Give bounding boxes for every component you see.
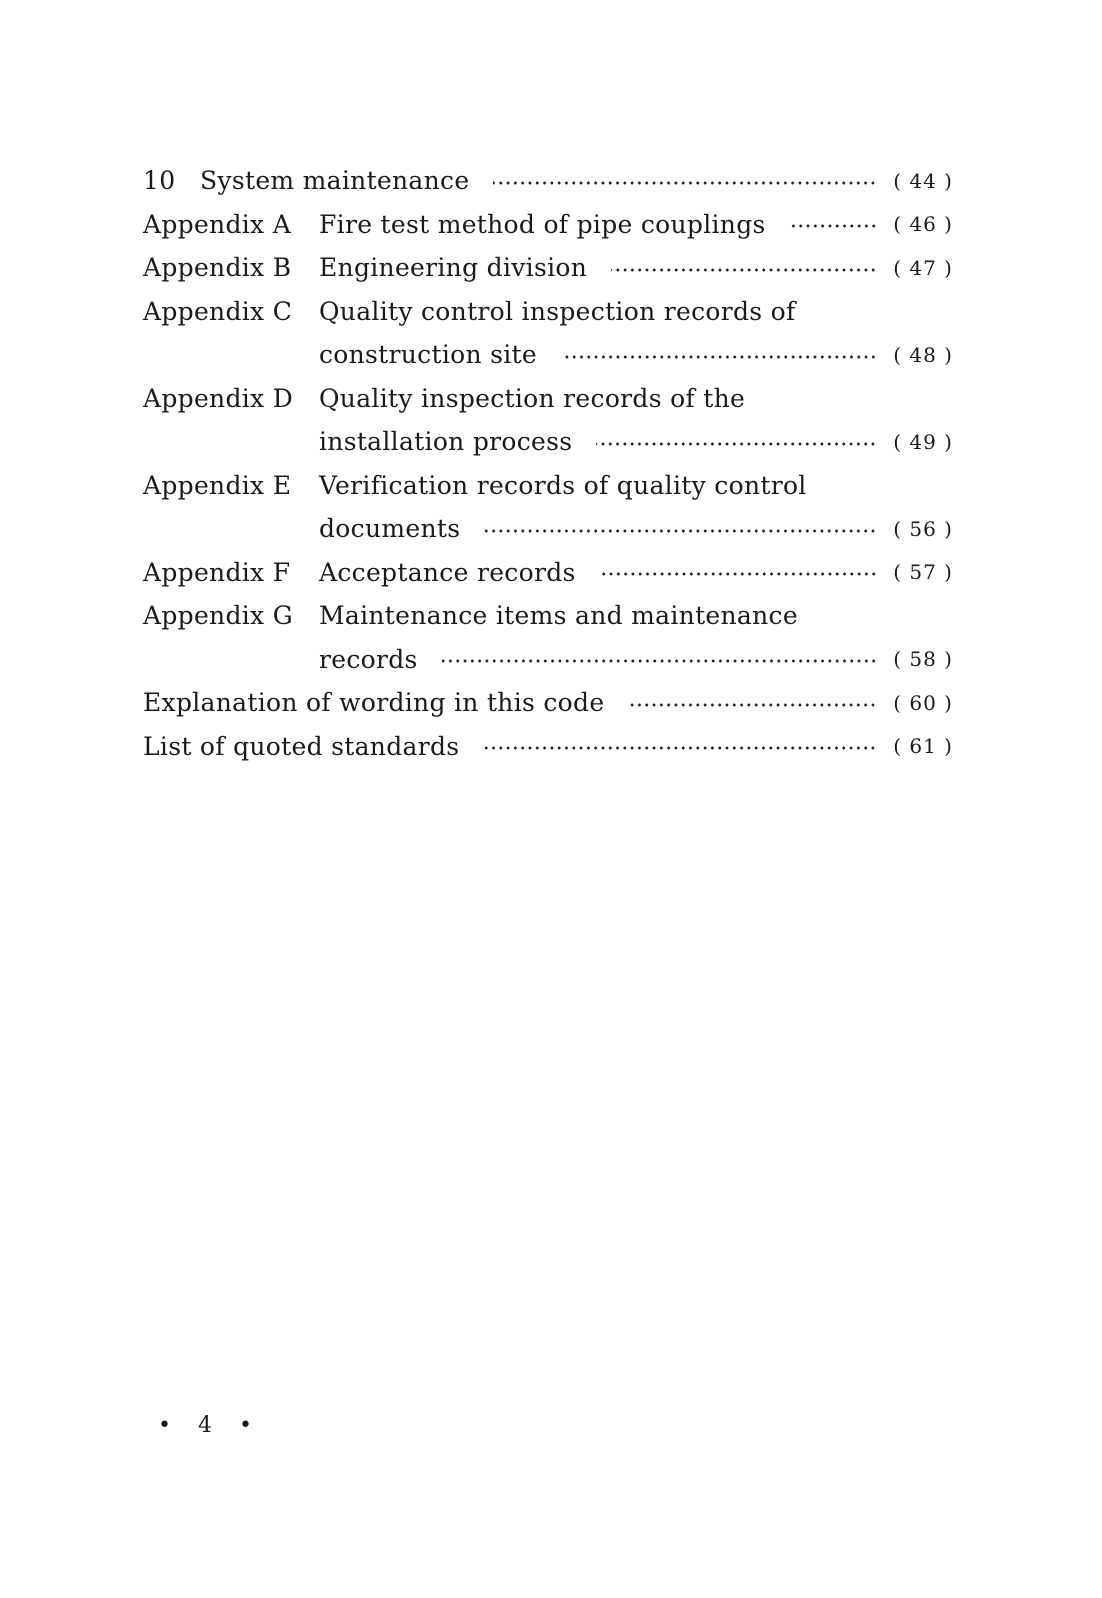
toc-entry-quoted-standards — [143, 725, 953, 769]
page-reference: ( 44 ) — [893, 168, 953, 193]
appendix-label: Appendix D — [143, 383, 294, 413]
entry-title-line2: documents — [319, 514, 461, 544]
page-reference: ( 56 ) — [893, 516, 953, 541]
entry-title: Explanation of wording in this code — [143, 688, 605, 718]
page-reference: ( 47 ) — [893, 255, 953, 280]
entry-title-line1: Quality control inspection records of — [319, 296, 796, 326]
page-reference: ( 46 ) — [893, 212, 953, 237]
dot-leader — [483, 745, 877, 751]
dot-leader — [484, 528, 877, 534]
entry-title: List of quoted standards — [143, 731, 460, 761]
appendix-label: Appendix E — [143, 470, 292, 500]
entry-title: Engineering division — [319, 253, 588, 283]
page-reference: ( 60 ) — [893, 690, 953, 715]
page-reference: ( 58 ) — [893, 647, 953, 672]
appendix-label: Appendix B — [143, 253, 292, 283]
toc-entry-appendix-c — [143, 290, 953, 334]
toc-entry-appendix-g — [143, 594, 953, 638]
page-reference: ( 48 ) — [893, 342, 953, 367]
toc-entry-appendix-g-continued — [143, 638, 953, 682]
dot-leader — [561, 354, 877, 360]
toc-entry-appendix-f — [143, 551, 953, 595]
entry-title: Fire test method of pipe couplings — [319, 209, 766, 239]
page-reference: ( 49 ) — [893, 429, 953, 454]
toc-entry-appendix-b — [143, 246, 953, 290]
dot-leader — [628, 702, 877, 708]
entry-title: Acceptance records — [319, 557, 576, 587]
entry-title-line1: Verification records of quality control — [319, 470, 807, 500]
entry-title-line1: Quality inspection records of the — [319, 383, 746, 413]
toc-entry-appendix-c-continued — [143, 333, 953, 377]
page-number: • 4 • — [158, 1413, 262, 1438]
dot-leader — [493, 180, 877, 186]
entry-title-line2: installation process — [319, 427, 573, 457]
page-reference: ( 61 ) — [893, 734, 953, 759]
chapter-number: 10 — [143, 166, 176, 196]
appendix-label: Appendix G — [143, 601, 293, 631]
page-reference: ( 57 ) — [893, 560, 953, 585]
appendix-label: Appendix A — [143, 209, 292, 239]
appendix-label: Appendix C — [143, 296, 293, 326]
toc-entry-explanation-of-wording — [143, 681, 953, 725]
toc-entry-appendix-d — [143, 377, 953, 421]
entry-title-line2: records — [319, 644, 418, 674]
toc-entry-appendix-a — [143, 203, 953, 247]
entry-title-line1: Maintenance items and maintenance — [319, 601, 798, 631]
toc-entry-system-maintenance — [143, 159, 953, 203]
appendix-label: Appendix F — [143, 557, 291, 587]
toc-entry-appendix-d-continued — [143, 420, 953, 464]
entry-title-line2: construction site — [319, 340, 537, 370]
dot-leader — [600, 571, 877, 577]
entry-title: System maintenance — [200, 166, 470, 196]
table-of-contents — [143, 159, 953, 768]
dot-leader — [442, 658, 877, 664]
toc-entry-appendix-e — [143, 464, 953, 508]
toc-entry-appendix-e-continued — [143, 507, 953, 551]
dot-leader — [611, 267, 877, 273]
dot-leader — [790, 223, 877, 229]
dot-leader — [596, 441, 877, 447]
